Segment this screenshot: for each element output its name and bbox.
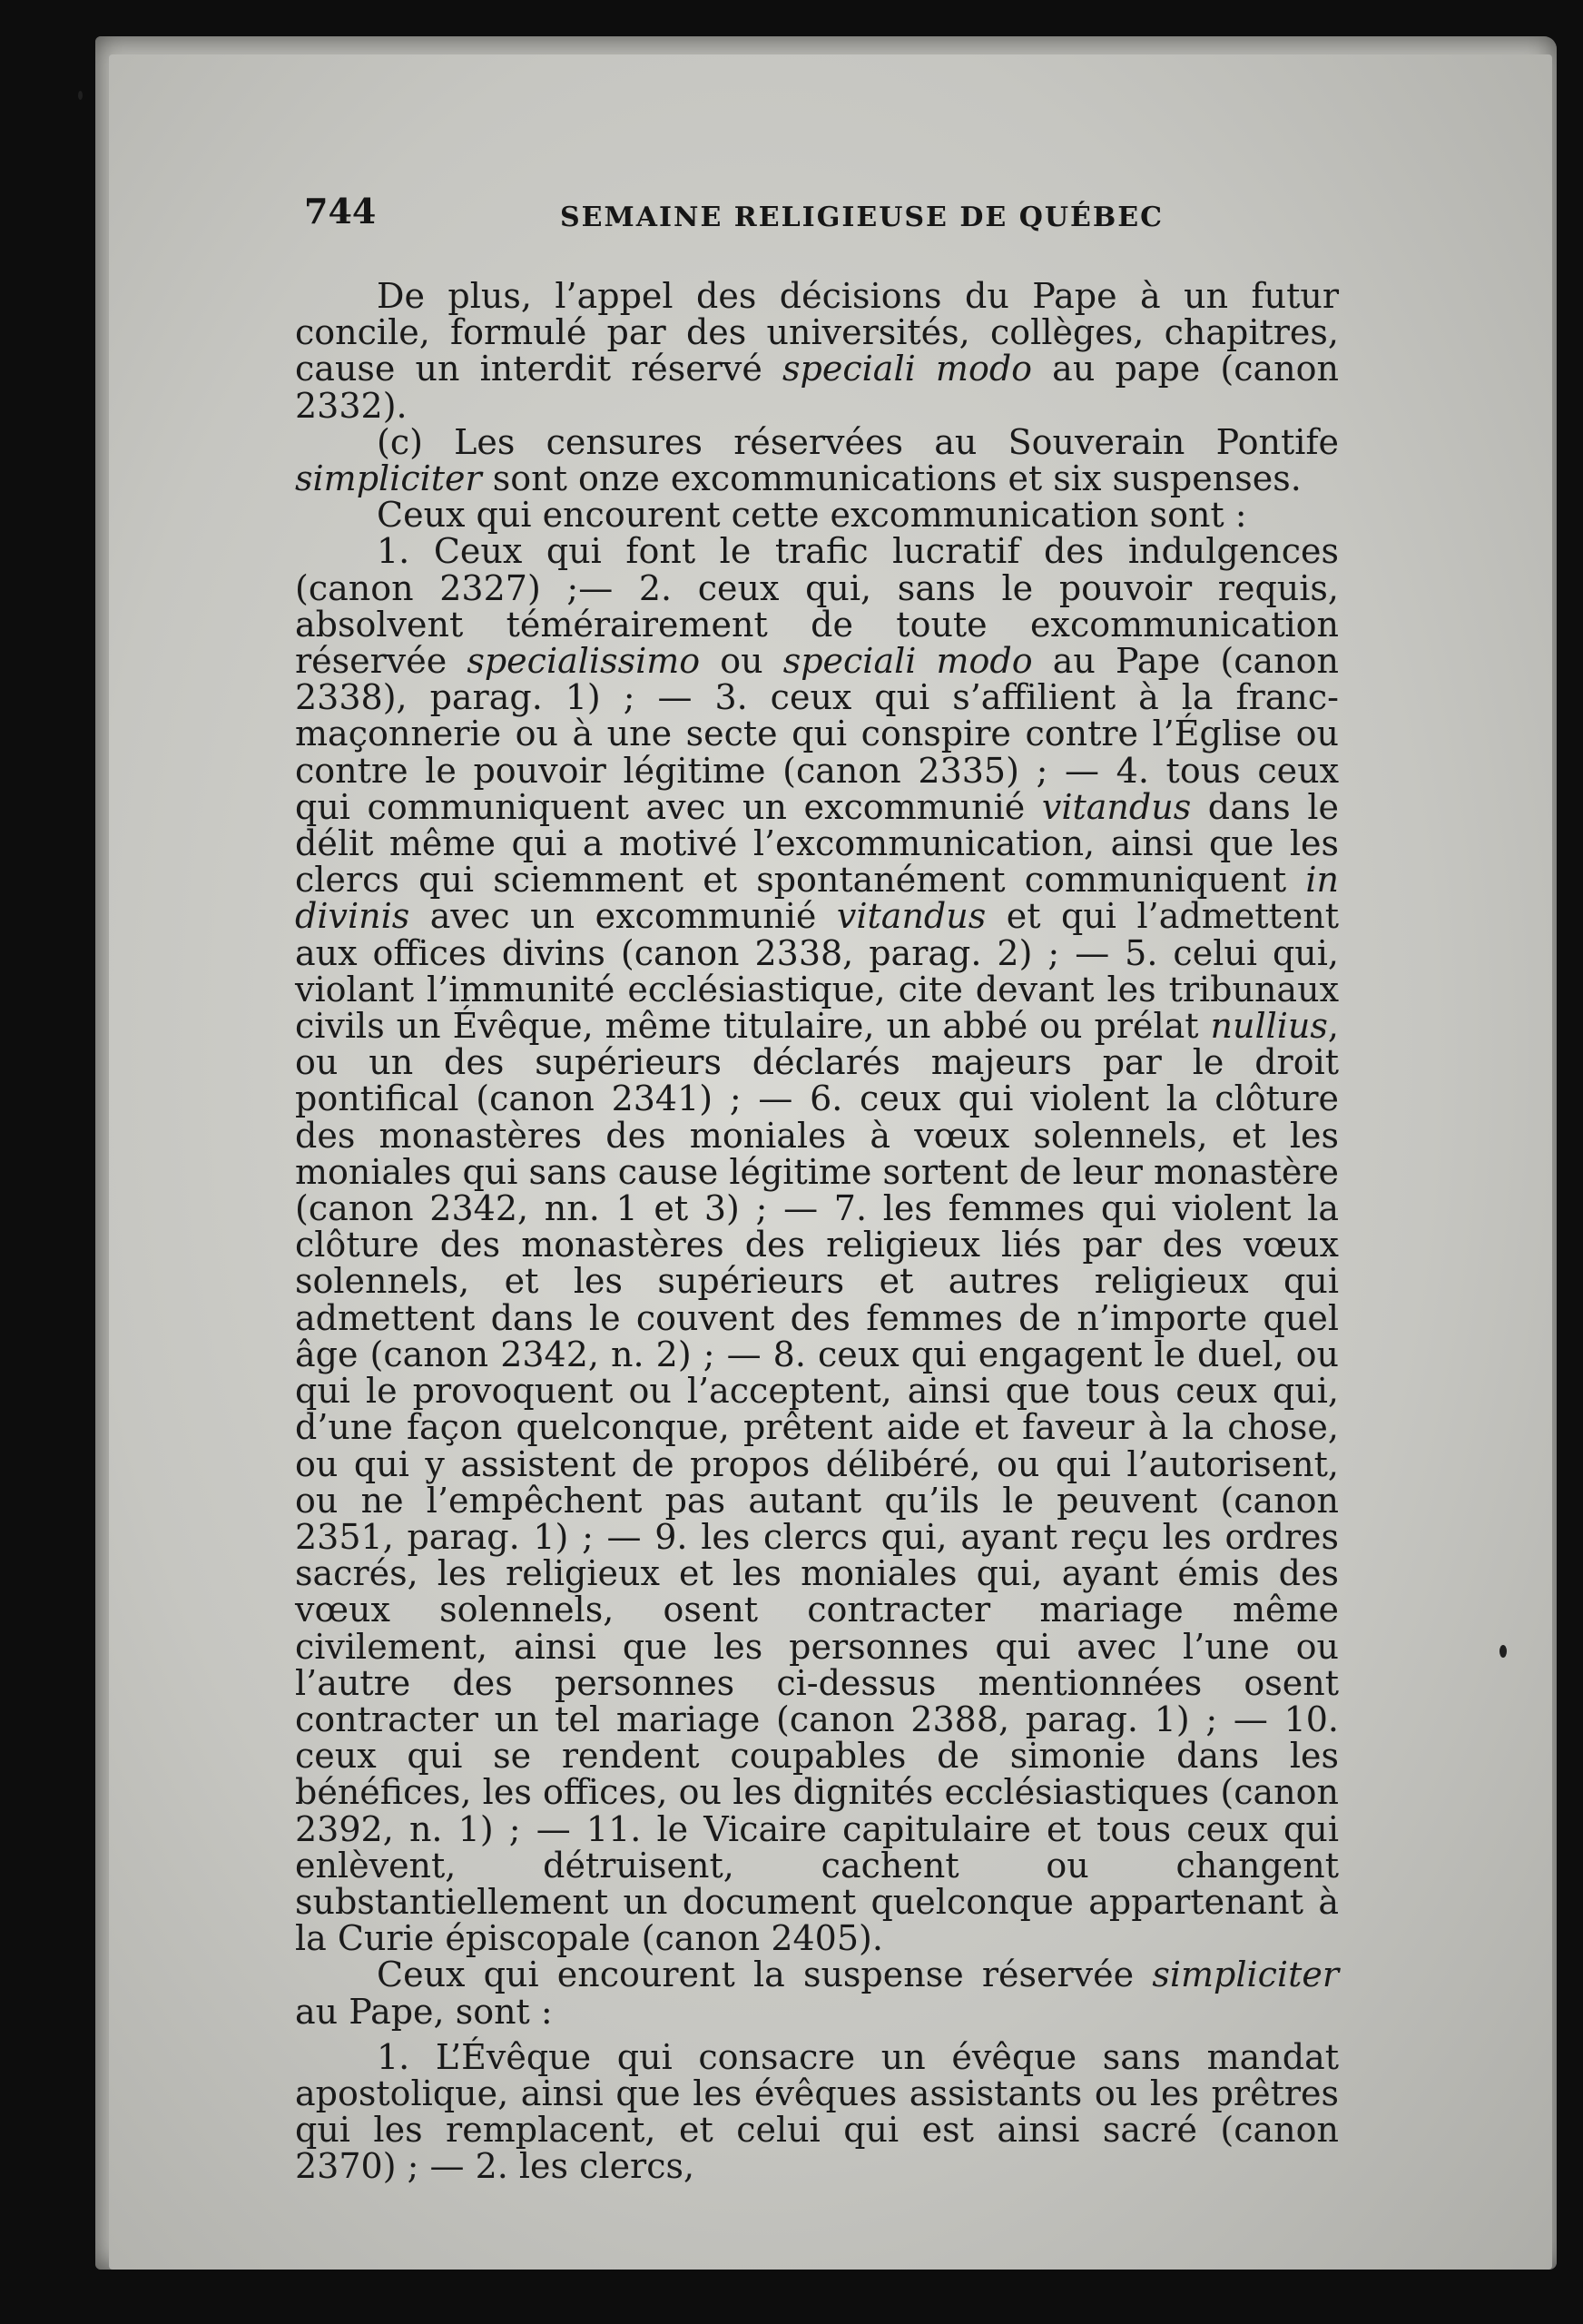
page-header bbox=[304, 191, 1321, 245]
film-speck bbox=[78, 91, 83, 100]
text-run: Ceux qui encourent cette excommunication sont : bbox=[377, 495, 1247, 536]
paragraph-appeal-interdict bbox=[295, 278, 1339, 424]
italic-term: in divinis bbox=[295, 860, 1339, 937]
page-number: 744 bbox=[304, 191, 377, 231]
running-title: SEMAINE RELIGIEUSE DE QUÉBEC bbox=[560, 202, 1164, 233]
text-run: sont onze excommunications et six suspenses. bbox=[481, 458, 1302, 499]
italic-term: simpliciter bbox=[295, 458, 482, 499]
text-run: Ceux qui encourent la suspense réservée bbox=[377, 1955, 1153, 1995]
text-run: et qui l’admettent aux offices divins (canon 2338, parag. 2) ; — 5. celui qui, violant l’immunité ecclésiastique, cite devant les tribunaux civils un Évêque, même titulaire, un abbé ou prélat bbox=[295, 896, 1339, 1047]
paragraph-censures-simpliciter bbox=[295, 421, 1339, 499]
text-run: De plus, l’appel des décisions du Pape à un futur concile, formulé par des universités, collèges, chapitres, cause un interdit réservé bbox=[295, 276, 1339, 389]
paragraph-suspense-list bbox=[295, 2036, 1339, 2187]
italic-term: nullius bbox=[1210, 1006, 1328, 1047]
italic-term: simpliciter bbox=[1152, 1955, 1339, 1995]
text-run: au Pape (canon 2338), parag. 1) ; — 3. ceux qui s’affilient à la franc-maçonnerie ou à une secte qui conspire contre l’Église ou contre le pouvoir légitime (canon 2335) ; — 4. tous ceux qui communiquent avec un excommunié bbox=[295, 641, 1339, 827]
paragraph-excommunication-list bbox=[295, 531, 1339, 1959]
film-speck bbox=[1499, 1645, 1507, 1658]
text-run: ou bbox=[700, 641, 783, 682]
text-run: (c) Les censures réservées au Souverain Pontife bbox=[377, 421, 1339, 462]
paragraph-suspense-intro bbox=[295, 1955, 1339, 2032]
italic-term: vitandus bbox=[1041, 786, 1192, 827]
text-run: dans le délit même qui a motivé l’excommunication, ainsi que les clercs qui sciemment et spontanément communiquent bbox=[295, 786, 1339, 901]
italic-term: vitandus bbox=[836, 896, 987, 937]
paragraph-excommunication-intro bbox=[295, 495, 1339, 536]
text-run: 1. L’Évêque qui consacre un évêque sans mandat apostolique, ainsi que les évêques assistants ou les prêtres qui les remplacent, et celui qui est ainsi sacré (canon 2370) ; — 2. les clercs, bbox=[295, 2036, 1339, 2187]
text-run: , ou un des supérieurs déclarés majeurs par le droit pontifical (canon 2341) ; — 6. ceux qui violent la clôture des monastères des moniales à vœux solennels, et les moniales qui sans cause légitime sortent de leur monastère (canon 2342, nn. 1 et 3) ; — 7. les femmes qui violent la clôture des monastères des religieux liés par des vœux solennels, et les supérieurs et autres religieux qui admettent dans le couvent des femmes de n’importe quel âge (canon 2342, n. 2) ; — 8. ceux qui engagent le duel, ou qui le provoquent ou l’acceptent, ainsi que tous ceux qui, d’une façon quelconque, prêtent aide et faveur à la chose, ou qui y assistent de propos délibéré, ou qui l’autorisent, ou ne l’empêchent pas autant qu’ils le peuvent (canon 2351, parag. 1) ; — 9. les clercs qui, ayant reçu les ordres sacrés, les religieux et les moniales qui, ayant émis des vœux solennels, osent contracter mariage même civilement, ainsi que les personnes qui avec l’une ou l’autre des personnes ci-dessus mentionnées osent contracter un tel mariage (canon 2388, parag. 1) ; — 10. ceux qui se rendent coupables de simonie dans les bénéfices, les offices, ou les dignités ecclésiastiques (canon 2392, n. 1) ; — 11. le Vicaire capitulaire et tous ceux qui enlèvent, détruisent, cachent ou changent substantiellement un document quelconque appartenant à la Curie épiscopale (canon 2405). bbox=[295, 1006, 1339, 1959]
text-run: au pape (canon 2332). bbox=[295, 349, 1340, 426]
text-run: 1. Ceux qui font le trafic lucratif des indulgences (canon 2327) ;— 2. ceux qui, sans le pouvoir requis, absolvent témérairement de toute excommunication réservée bbox=[295, 531, 1339, 682]
text-run: avec un excommunié bbox=[409, 896, 837, 937]
italic-term: speciali modo bbox=[782, 349, 1033, 389]
body-text bbox=[295, 278, 1339, 2185]
italic-term: speciali modo bbox=[782, 641, 1033, 682]
italic-term: specialissimo bbox=[467, 641, 701, 682]
text-run: au Pape, sont : bbox=[295, 1991, 553, 2032]
